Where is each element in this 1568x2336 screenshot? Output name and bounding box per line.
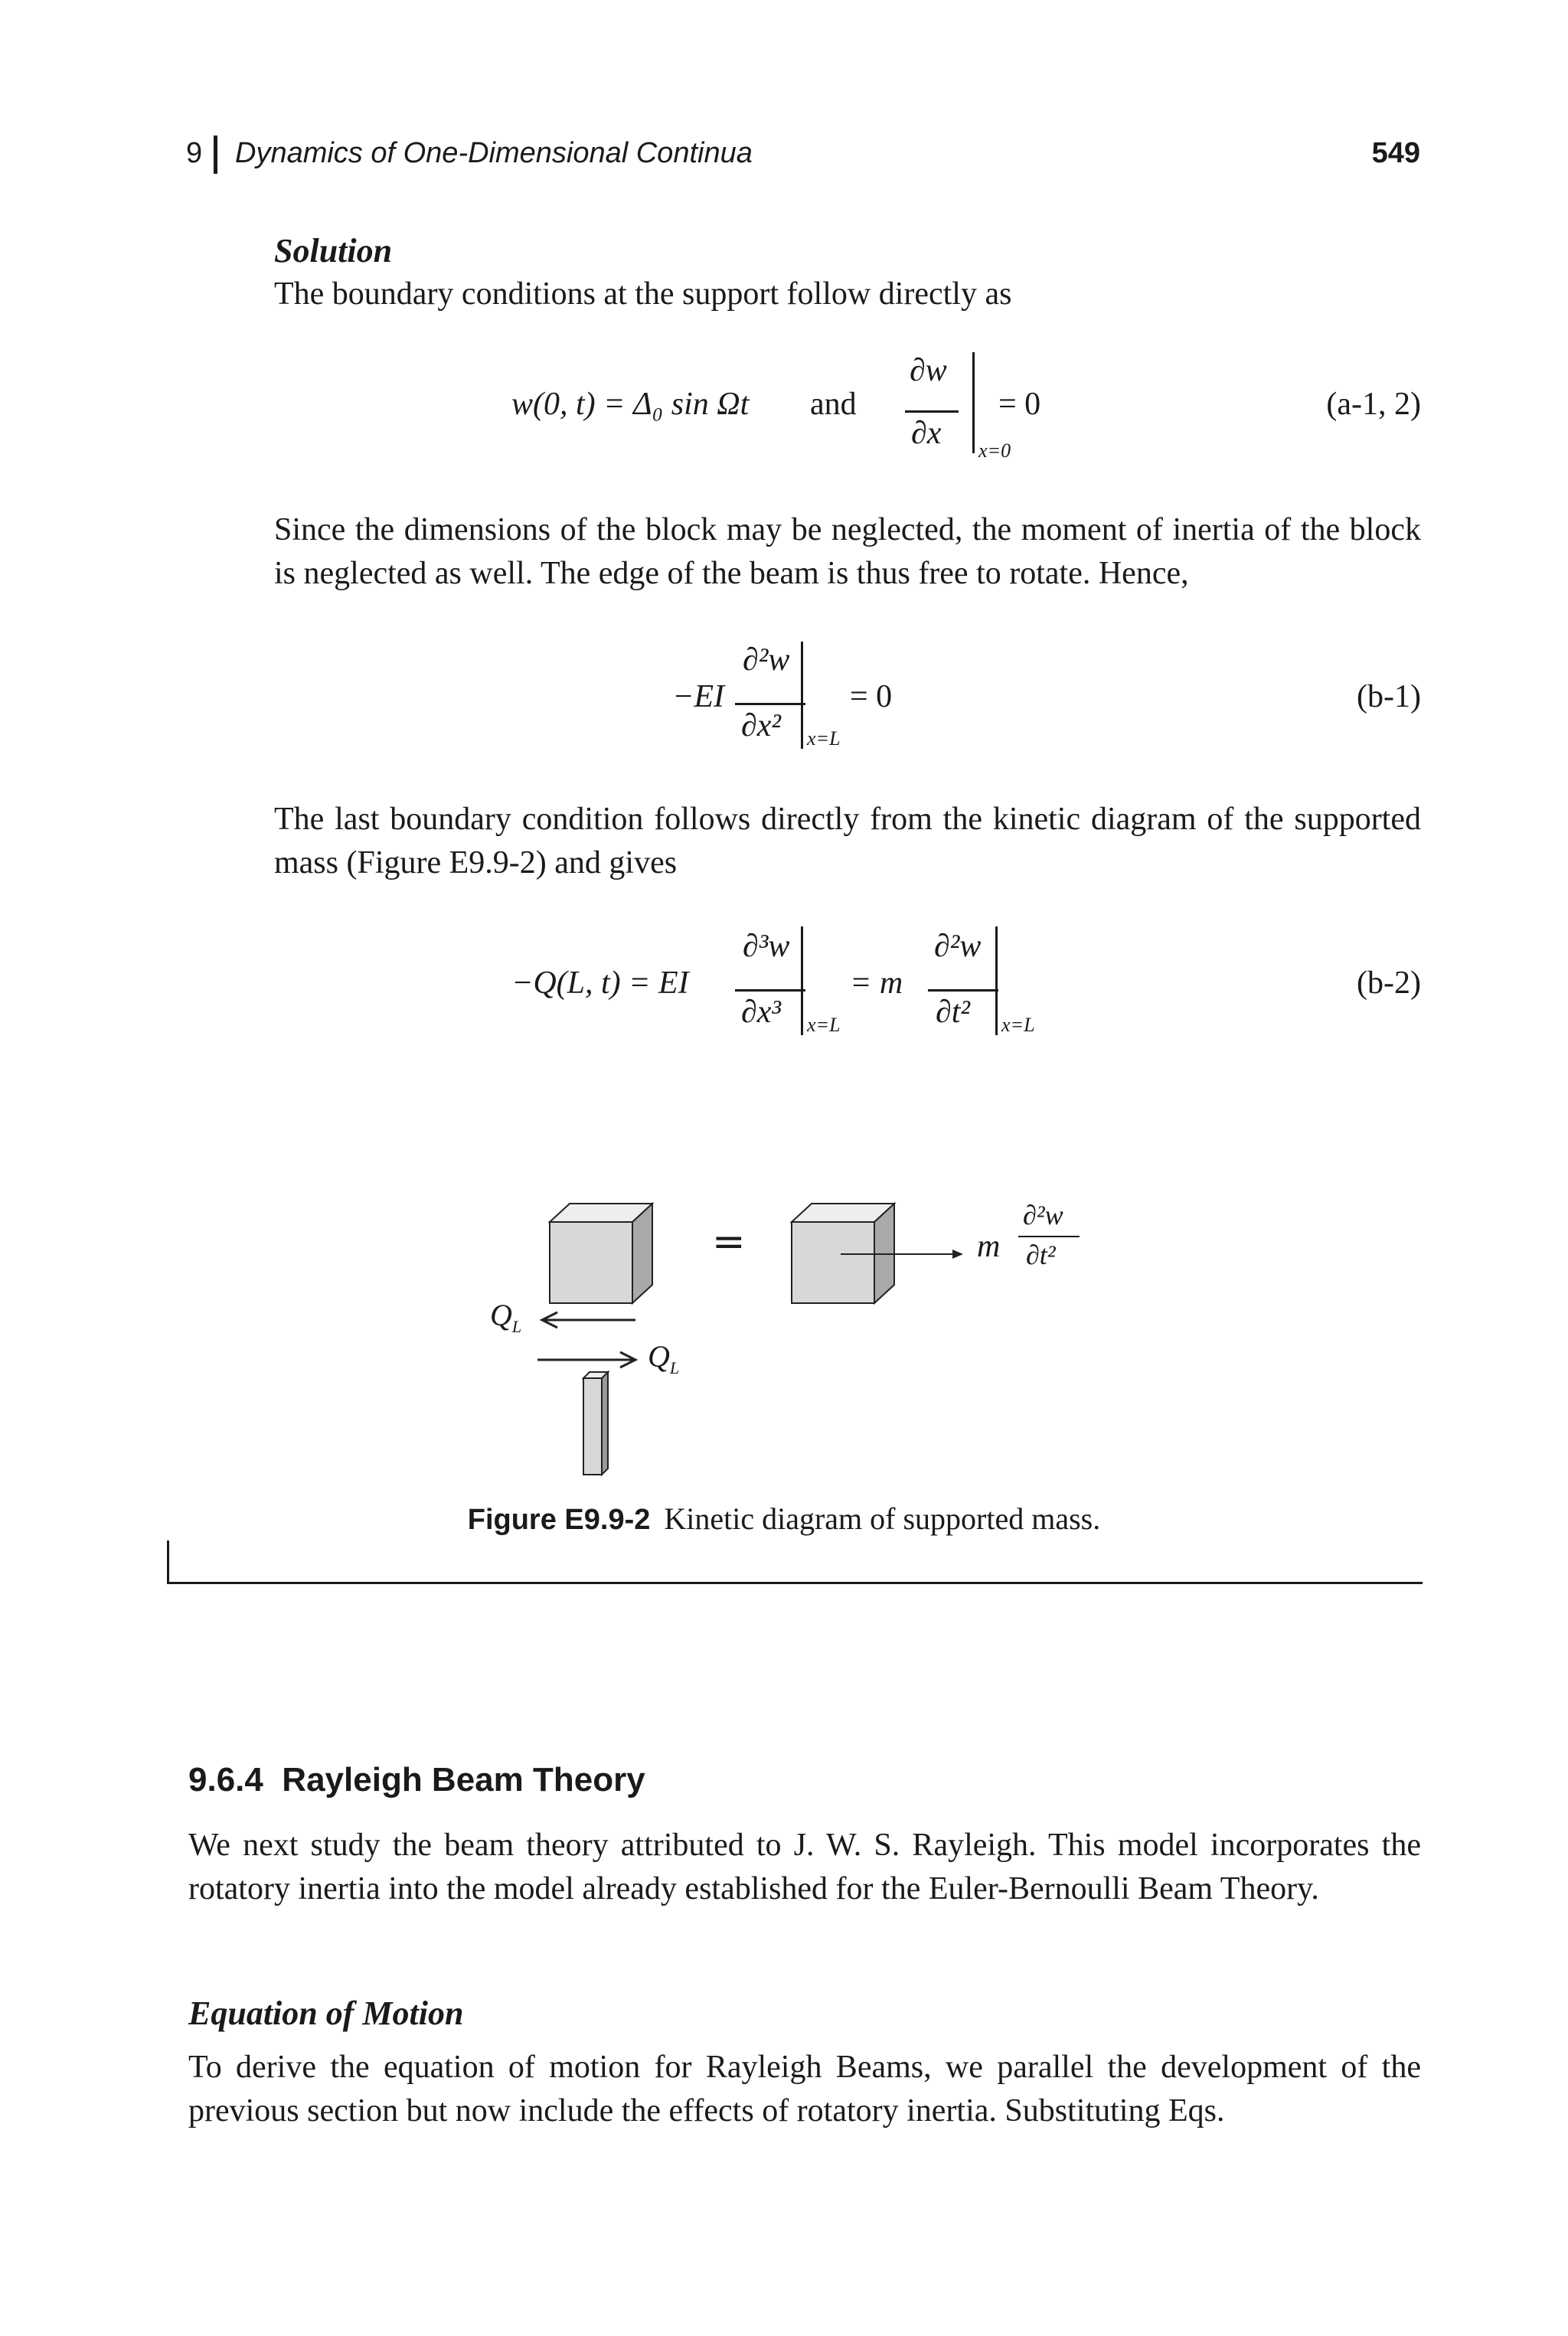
force-label-left [490,1297,521,1337]
beam-segment [583,1372,608,1475]
inertia-m: m [977,1229,1001,1264]
eq-a-denominator: ∂x [911,416,942,451]
equation-a [0,353,1568,475]
figure-equals-sign: = [712,1219,746,1265]
force-label-right-symbol: Q [648,1339,670,1374]
eq-b2-denominator-1: ∂x³ [741,995,781,1030]
eq-b2-mid: = m [850,965,903,1001]
figure-caption-text: Kinetic diagram of supported mass. [664,1501,1101,1536]
eq-a-eval-sub: x=0 [978,439,1011,462]
eq-b1-value: = 0 [850,679,893,714]
eq-b2-eval-bar-1 [801,926,803,1035]
chapter-number: 9 [186,137,203,169]
eq-a-fraction-bar [905,410,959,413]
figure-caption [0,1501,1568,1537]
chapter-title: Dynamics of One-Dimensional Continua [235,137,753,169]
page-number: 549 [1371,137,1420,169]
eq-b1-prefix: −EI [672,679,724,714]
eq-a-eval-bar [972,352,975,453]
inertia-numerator: ∂²w [1023,1200,1063,1230]
header-divider [214,136,217,174]
section-paragraph-2: To derive the equation of motion for Rayleigh Beams, we parallel the development of the previous section but now include the effects of rotatory inertia. Substituting Eqs. [188,2050,1421,2129]
figure-caption-label: Figure E9.9-2 [467,1504,651,1536]
left-block [550,1204,652,1303]
eq-b2-numerator-1: ∂³w [743,929,790,964]
eq-b2-eval-sub-2: x=L [1001,1014,1035,1036]
eq-a-lhs: w(0, t) = Δ₀ sin Ωt [511,387,750,422]
eq-b1-label: (b-1) [1357,679,1421,714]
force-label-right-sub: L [669,1358,680,1377]
eq-b2-lhs: −Q(L, t) = EI [511,965,689,1001]
force-label-right [648,1338,679,1378]
section-heading: 9.6.4 Rayleigh Beam Theory [188,1761,645,1799]
example-end-bracket-vertical [167,1540,169,1583]
eq-b2-numerator-2: ∂²w [934,929,982,964]
solution-heading: Solution [274,232,393,270]
eq-b1-eval-sub: x=L [807,727,841,750]
solution-intro: The boundary conditions at the support follow directly as [274,276,1012,312]
kinetic-diagram-svg [0,1179,1568,1501]
solution-paragraph-2: Since the dimensions of the block may be neglected, the moment of inertia of the block is neglected as well. The edge of the beam is thus free to rotate. Hence, [274,512,1421,591]
eq-a-numerator: ∂w [910,353,947,388]
force-label-left-symbol: Q [490,1298,512,1332]
eq-b1-fraction-bar [735,703,805,705]
running-header [186,134,1420,180]
eq-b1-denominator: ∂x² [741,708,781,743]
section-subheading: Equation of Motion [188,1995,464,2032]
eq-b2-eval-bar-2 [995,926,998,1035]
solution-paragraph-3: The last boundary condition follows directly from the kinetic diagram of the supported mass (Figure E9.9-2) and gives [274,802,1421,880]
eq-b2-label: (b-2) [1357,965,1421,1001]
eq-b2-fraction-bar-2 [928,989,998,992]
eq-b1-numerator: ∂²w [743,642,790,678]
figure-kinetic-diagram [0,1179,1568,1501]
equation-b2 [0,925,1568,1047]
eq-a-label: (a-1, 2) [1326,387,1421,422]
equation-b1 [0,642,1568,756]
eq-b2-eval-sub-1: x=L [807,1014,841,1036]
inertia-fraction-bar [1018,1236,1080,1237]
eq-b2-fraction-bar-1 [735,989,805,992]
eq-a-value: = 0 [998,387,1041,422]
shear-arrow-block [542,1312,635,1328]
shear-arrow-beam [537,1352,635,1367]
inertia-denominator: ∂t² [1026,1240,1056,1270]
eq-b2-denominator-2: ∂t² [936,995,971,1030]
eq-a-connector: and [810,387,857,422]
eq-b1-eval-bar [801,642,803,749]
section-paragraph-1: We next study the beam theory attributed to J. W. S. Rayleigh. This model incorporates the rotatory inertia into the model already established for the Euler-Bernoulli Beam Theory. [188,1828,1421,1906]
example-end-bracket-horizontal [167,1582,1423,1584]
force-label-left-sub: L [511,1317,522,1336]
